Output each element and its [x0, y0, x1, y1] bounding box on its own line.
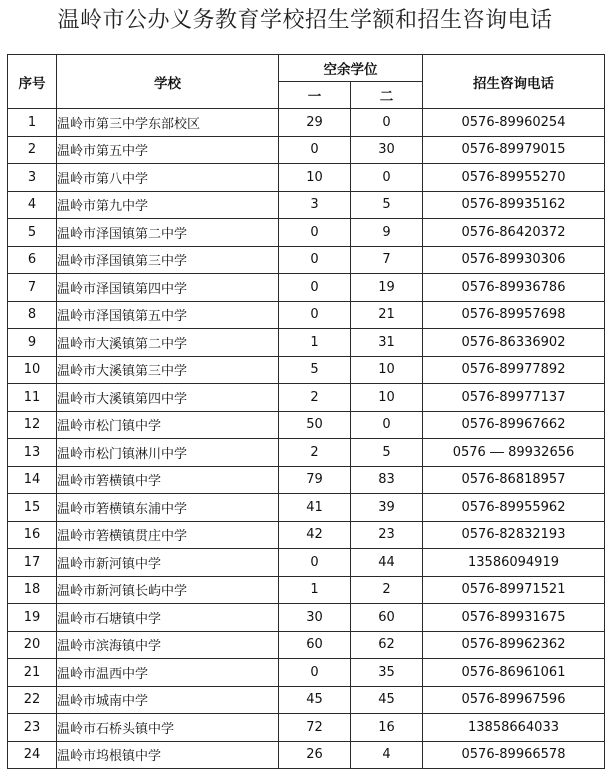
vacancy-2: 39 — [351, 494, 423, 522]
row-number: 2 — [8, 136, 57, 164]
header-no: 序号 — [8, 55, 57, 109]
row-number: 7 — [8, 274, 57, 302]
phone-number: 0576-86961061 — [423, 659, 605, 687]
row-number: 14 — [8, 466, 57, 494]
school-name: 温岭市松门镇中学 — [57, 411, 279, 439]
school-name: 温岭市滨海镇中学 — [57, 631, 279, 659]
vacancy-2: 0 — [351, 164, 423, 192]
vacancy-1: 3 — [279, 191, 351, 219]
row-number: 18 — [8, 576, 57, 604]
phone-number: 0576-89967662 — [423, 411, 605, 439]
school-name: 温岭市坞根镇中学 — [57, 741, 279, 769]
vacancy-2: 35 — [351, 659, 423, 687]
vacancy-2: 31 — [351, 329, 423, 357]
vacancy-2: 45 — [351, 686, 423, 714]
vacancy-1: 26 — [279, 741, 351, 769]
school-name: 温岭市松门镇淋川中学 — [57, 439, 279, 467]
vacancy-2: 10 — [351, 356, 423, 384]
school-name: 温岭市石塘镇中学 — [57, 604, 279, 632]
row-number: 22 — [8, 686, 57, 714]
school-name: 温岭市第三中学东部校区 — [57, 109, 279, 137]
row-number: 3 — [8, 164, 57, 192]
row-number: 20 — [8, 631, 57, 659]
phone-number: 0576-89977892 — [423, 356, 605, 384]
vacancy-1: 2 — [279, 439, 351, 467]
school-name: 温岭市石桥头镇中学 — [57, 714, 279, 742]
vacancy-1: 0 — [279, 274, 351, 302]
school-name: 温岭市箬横镇中学 — [57, 466, 279, 494]
vacancy-1: 5 — [279, 356, 351, 384]
dash-separator — [490, 452, 504, 453]
phone-number: 0576-86336902 — [423, 329, 605, 357]
phone-number: 0576-89930306 — [423, 246, 605, 274]
vacancy-2: 5 — [351, 439, 423, 467]
vacancy-2: 30 — [351, 136, 423, 164]
vacancy-1: 72 — [279, 714, 351, 742]
table-row — [8, 136, 605, 164]
header-vacancy: 空余学位 — [279, 55, 423, 82]
school-name: 温岭市大溪镇第三中学 — [57, 356, 279, 384]
school-name: 温岭市新河镇中学 — [57, 549, 279, 577]
phone-number: 0576-82832193 — [423, 521, 605, 549]
phone-prefix: 0576 — [452, 444, 486, 460]
row-number: 6 — [8, 246, 57, 274]
vacancy-1: 60 — [279, 631, 351, 659]
row-number: 15 — [8, 494, 57, 522]
phone-number: 0576-89936786 — [423, 274, 605, 302]
phone-number: 0576-89962362 — [423, 631, 605, 659]
vacancy-2: 9 — [351, 219, 423, 247]
vacancy-1: 0 — [279, 659, 351, 687]
school-name: 温岭市温西中学 — [57, 659, 279, 687]
phone-number: 13858664033 — [423, 714, 605, 742]
vacancy-1: 30 — [279, 604, 351, 632]
vacancy-1: 79 — [279, 466, 351, 494]
row-number: 11 — [8, 384, 57, 412]
vacancy-2: 7 — [351, 246, 423, 274]
school-name: 温岭市泽国镇第五中学 — [57, 301, 279, 329]
row-number: 24 — [8, 741, 57, 769]
school-name: 温岭市泽国镇第四中学 — [57, 274, 279, 302]
row-number: 4 — [8, 191, 57, 219]
table-row — [8, 604, 605, 632]
vacancy-1: 0 — [279, 246, 351, 274]
row-number: 5 — [8, 219, 57, 247]
vacancy-1: 0 — [279, 219, 351, 247]
page-title: 温岭市公办义务教育学校招生学额和招生咨询电话 — [57, 8, 553, 33]
table-header-row — [8, 55, 605, 82]
phone-number: 0576-89971521 — [423, 576, 605, 604]
phone-number: 0576-86818957 — [423, 466, 605, 494]
table-row — [8, 631, 605, 659]
table-row — [8, 356, 605, 384]
school-name: 温岭市箬横镇贯庄中学 — [57, 521, 279, 549]
vacancy-1: 1 — [279, 329, 351, 357]
table-row — [8, 384, 605, 412]
header-vacancy-sub2: 二 — [351, 82, 423, 109]
vacancy-2: 4 — [351, 741, 423, 769]
school-name: 温岭市第八中学 — [57, 164, 279, 192]
phone-suffix: 89932656 — [508, 444, 575, 460]
phone-number: 0576-89967596 — [423, 686, 605, 714]
table-row — [8, 274, 605, 302]
header-vacancy-sub1: 一 — [279, 82, 351, 109]
row-number: 12 — [8, 411, 57, 439]
vacancy-2: 2 — [351, 576, 423, 604]
vacancy-2: 60 — [351, 604, 423, 632]
table-row — [8, 576, 605, 604]
row-number: 16 — [8, 521, 57, 549]
phone-number: 0576-89979015 — [423, 136, 605, 164]
enrollment-table — [7, 54, 605, 769]
table-row — [8, 439, 605, 467]
table-row — [8, 329, 605, 357]
phone-number: 0576-89957698 — [423, 301, 605, 329]
phone-number: 0576-89931675 — [423, 604, 605, 632]
row-number: 13 — [8, 439, 57, 467]
vacancy-2: 10 — [351, 384, 423, 412]
vacancy-2: 19 — [351, 274, 423, 302]
school-name: 温岭市大溪镇第二中学 — [57, 329, 279, 357]
school-name: 温岭市泽国镇第二中学 — [57, 219, 279, 247]
table-row — [8, 521, 605, 549]
header-phone: 招生咨询电话 — [423, 55, 605, 109]
school-name: 温岭市新河镇长屿中学 — [57, 576, 279, 604]
table-row — [8, 246, 605, 274]
row-number: 17 — [8, 549, 57, 577]
phone-number: 0576-89960254 — [423, 109, 605, 137]
school-name: 温岭市泽国镇第三中学 — [57, 246, 279, 274]
vacancy-2: 0 — [351, 109, 423, 137]
vacancy-1: 10 — [279, 164, 351, 192]
phone-number: 0576-89966578 — [423, 741, 605, 769]
header-school: 学校 — [57, 55, 279, 109]
table-row — [8, 549, 605, 577]
vacancy-1: 41 — [279, 494, 351, 522]
school-name: 温岭市第五中学 — [57, 136, 279, 164]
table-row — [8, 659, 605, 687]
row-number: 10 — [8, 356, 57, 384]
school-name: 温岭市大溪镇第四中学 — [57, 384, 279, 412]
table-row — [8, 466, 605, 494]
table-row — [8, 714, 605, 742]
vacancy-2: 5 — [351, 191, 423, 219]
vacancy-2: 23 — [351, 521, 423, 549]
vacancy-1: 0 — [279, 136, 351, 164]
phone-number: 0576-89955962 — [423, 494, 605, 522]
vacancy-1: 50 — [279, 411, 351, 439]
table-body — [8, 109, 605, 769]
table-row — [8, 109, 605, 137]
vacancy-2: 21 — [351, 301, 423, 329]
vacancy-1: 0 — [279, 549, 351, 577]
vacancy-2: 0 — [351, 411, 423, 439]
vacancy-1: 42 — [279, 521, 351, 549]
vacancy-1: 1 — [279, 576, 351, 604]
table-row — [8, 494, 605, 522]
phone-number: 0576-89977137 — [423, 384, 605, 412]
row-number: 8 — [8, 301, 57, 329]
vacancy-1: 29 — [279, 109, 351, 137]
table-row — [8, 301, 605, 329]
table-row — [8, 411, 605, 439]
row-number: 19 — [8, 604, 57, 632]
vacancy-2: 44 — [351, 549, 423, 577]
row-number: 1 — [8, 109, 57, 137]
vacancy-1: 2 — [279, 384, 351, 412]
row-number: 21 — [8, 659, 57, 687]
vacancy-2: 16 — [351, 714, 423, 742]
row-number: 23 — [8, 714, 57, 742]
phone-number: 0576-89955270 — [423, 164, 605, 192]
table-row — [8, 191, 605, 219]
table-row — [8, 164, 605, 192]
phone-number — [423, 439, 605, 467]
vacancy-1: 45 — [279, 686, 351, 714]
vacancy-2: 83 — [351, 466, 423, 494]
table-row — [8, 741, 605, 769]
school-name: 温岭市箬横镇东浦中学 — [57, 494, 279, 522]
vacancy-2: 62 — [351, 631, 423, 659]
phone-number: 0576-86420372 — [423, 219, 605, 247]
vacancy-1: 0 — [279, 301, 351, 329]
phone-number: 0576-89935162 — [423, 191, 605, 219]
school-name: 温岭市城南中学 — [57, 686, 279, 714]
row-number: 9 — [8, 329, 57, 357]
table-row — [8, 686, 605, 714]
phone-number: 13586094919 — [423, 549, 605, 577]
table-row — [8, 219, 605, 247]
school-name: 温岭市第九中学 — [57, 191, 279, 219]
